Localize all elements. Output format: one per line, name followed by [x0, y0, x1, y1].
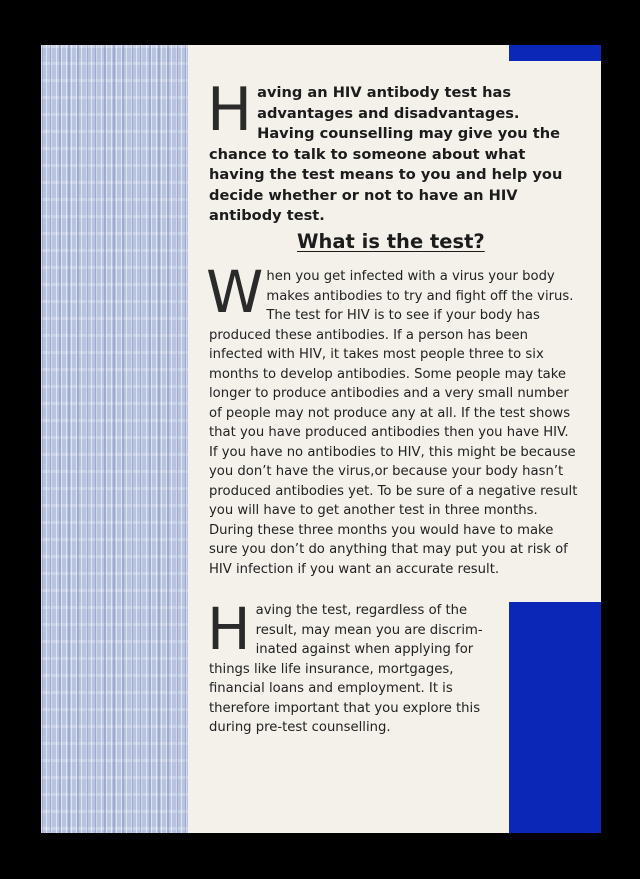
section2-dropcap: H — [207, 595, 251, 663]
intro-paragraph — [207, 75, 579, 227]
blue-accent-block-top — [509, 45, 601, 61]
blue-accent-block-bottom — [509, 602, 601, 833]
section-heading: What is the test? — [297, 230, 485, 253]
intro-text: aving an HIV antibody test has advantages and disadvantages. Having counselling may give you the chance to talk to someone about what having the test means to you and help you decide whether or not to have an HIV antibody test. — [209, 84, 563, 224]
section2-text: aving the test, regardless of the result, may mean you are discrim-inated against when applying for things like life insurance, mortgages, financial loans and employment. It is therefore important that you explore this during pre-test counselling. — [209, 603, 483, 735]
intro-dropcap: H — [207, 75, 253, 145]
decorative-wood-grain-stripe — [41, 45, 188, 833]
section1-dropcap: W — [206, 258, 264, 326]
section1-text: hen you get infected with a virus your body makes antibodies to try and fight off the virus. The test for HIV is to see if your body has produced these antibodies. If a person has been infected with HIV, it takes most people three to six months to develop antibodies. Some people may take longer to produce antibodies and a very small number of people may not produce any at all. If the test shows that you have produced antibodies then you have HIV. If you have no antibodies to HIV, this might be because you don’t have the virus,or because your body hasn’t produced antibodies yet. To be sure of a negative result you will have to get another test in three months. During these three months you would have to make sure you don’t do anything that may put you at risk of HIV infection if you want an accurate result. — [209, 269, 578, 577]
discrimination-paragraph — [207, 595, 489, 738]
what-is-test-paragraph — [206, 258, 579, 579]
leaflet-page — [41, 45, 601, 833]
